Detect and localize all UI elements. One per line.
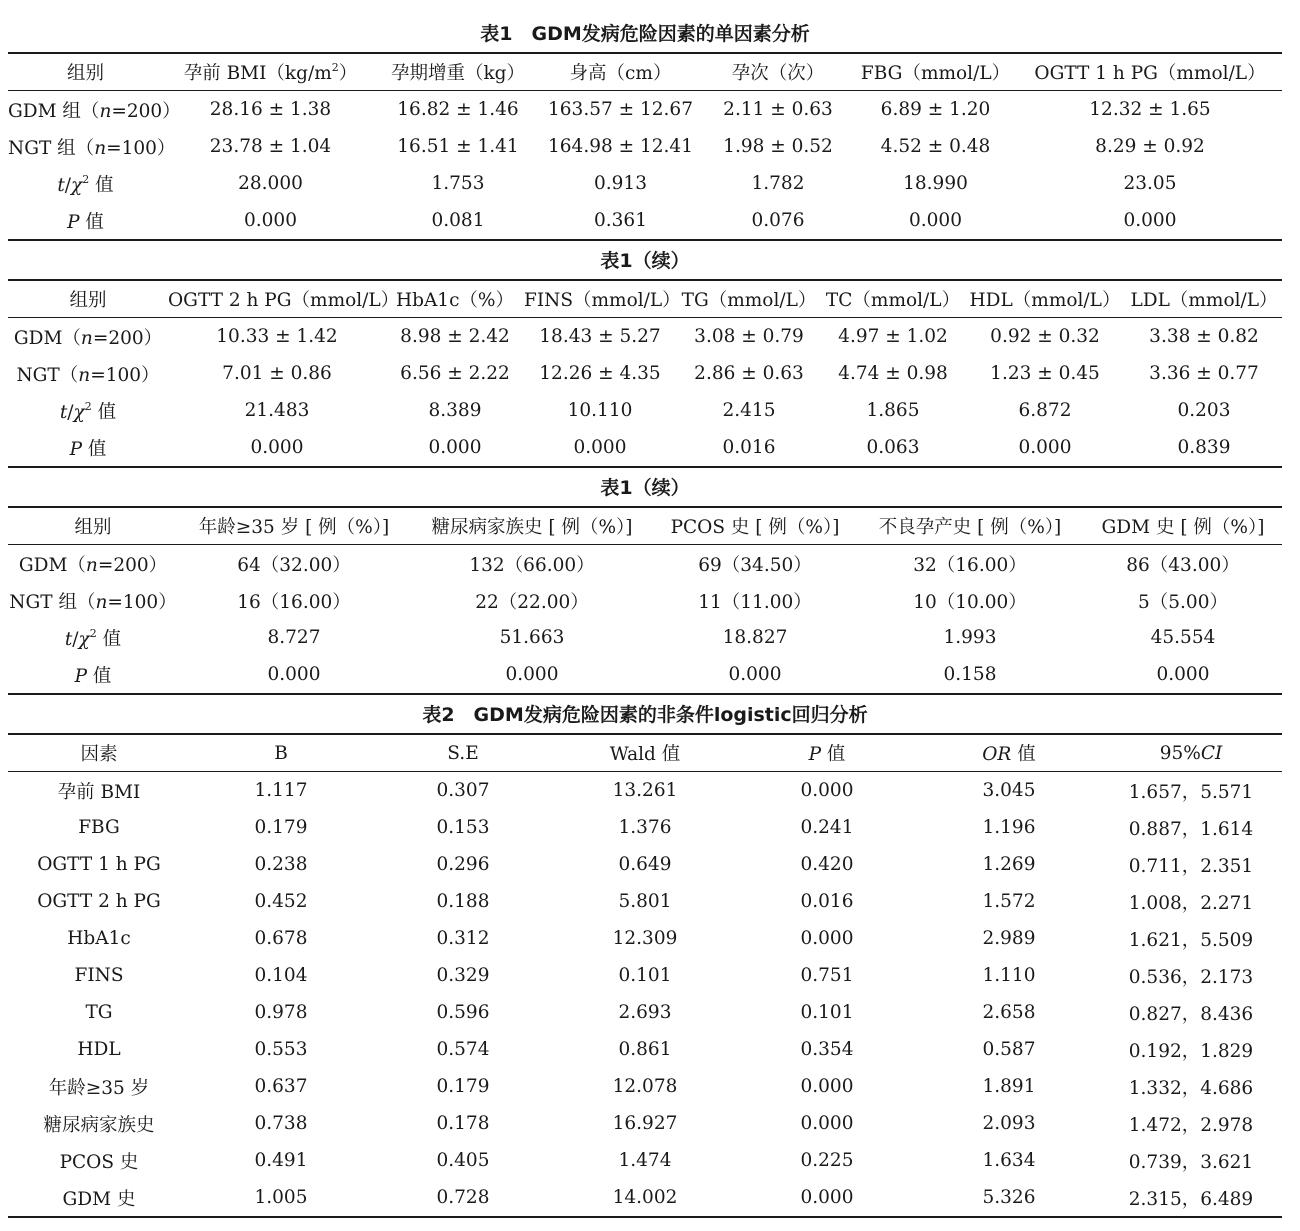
table-cell: 0.179 bbox=[436, 1076, 490, 1097]
table2-header: OR 值 bbox=[982, 744, 1036, 765]
table-cell: 0.000 bbox=[800, 1187, 854, 1208]
table-cell: 0.574 bbox=[436, 1039, 490, 1060]
table-cell: 1.657，5.571 bbox=[1128, 781, 1254, 803]
table-cell: 6.56 ± 2.22 bbox=[400, 363, 510, 384]
table-cell: 0.000 bbox=[800, 1076, 854, 1097]
table-cell: 2.315，6.489 bbox=[1128, 1188, 1254, 1210]
table-cell: 2.693 bbox=[618, 1002, 672, 1023]
table-cell: 0.596 bbox=[436, 1002, 490, 1023]
table-cell: 0.000 bbox=[267, 664, 321, 685]
table-cell: 0.104 bbox=[254, 965, 308, 986]
row-label: P 值 bbox=[74, 665, 112, 687]
table-cell: 0.978 bbox=[254, 1002, 308, 1023]
table-cell: 0.063 bbox=[866, 437, 920, 458]
table-cell: 1.474 bbox=[618, 1150, 672, 1171]
table-cell: 0.081 bbox=[431, 210, 485, 231]
table-cell: 3.08 ± 0.79 bbox=[694, 326, 804, 347]
table-cell: 0.861 bbox=[618, 1039, 672, 1060]
table-cell: 0.000 bbox=[250, 437, 304, 458]
table-cell: 0.000 bbox=[428, 437, 482, 458]
table-row bbox=[8, 920, 1282, 957]
table-cell: 3.045 bbox=[982, 780, 1036, 801]
table-cell: 12.309 bbox=[612, 928, 678, 949]
table-cell: 0.738 bbox=[254, 1113, 308, 1134]
row-label: FBG bbox=[78, 817, 120, 838]
row-label: GDM 组（n=200） bbox=[8, 100, 181, 122]
table-row bbox=[8, 772, 1282, 810]
table-row bbox=[8, 392, 1282, 429]
table-cell: 5.326 bbox=[982, 1187, 1036, 1208]
row-label: 年龄≥35 岁 bbox=[48, 1077, 150, 1099]
table-cell: 86（43.00） bbox=[1126, 554, 1240, 576]
table1-cont2-header: PCOS 史 [ 例（%）] bbox=[670, 517, 840, 538]
table-cell: 0.296 bbox=[436, 854, 490, 875]
table-row bbox=[8, 429, 1282, 467]
table1-cont2-header: 糖尿病家族史 [ 例（%）] bbox=[431, 517, 633, 538]
table2-header: Wald 值 bbox=[609, 744, 681, 765]
row-label: P 值 bbox=[69, 438, 107, 460]
table-cell: 0.307 bbox=[436, 780, 490, 801]
table-cell: 0.101 bbox=[618, 965, 672, 986]
table-cell: 21.483 bbox=[244, 400, 310, 421]
table-row bbox=[8, 318, 1282, 356]
table2-header-row bbox=[8, 734, 1282, 772]
table-row bbox=[8, 582, 1282, 619]
table-cell: 1.472，2.978 bbox=[1128, 1114, 1254, 1136]
table2-header: 因素 bbox=[80, 744, 118, 765]
table-cell: 1.572 bbox=[982, 891, 1036, 912]
table1-cont2-header: 组别 bbox=[74, 517, 112, 538]
table-row bbox=[8, 202, 1282, 240]
table-cell: 0.153 bbox=[436, 817, 490, 838]
row-label: FINS bbox=[74, 965, 124, 986]
table-cell: 0.016 bbox=[800, 891, 854, 912]
table-cell: 4.97 ± 1.02 bbox=[838, 326, 948, 347]
table-cell: 0.405 bbox=[436, 1150, 490, 1171]
row-label: OGTT 1 h PG bbox=[37, 854, 161, 875]
table-row bbox=[8, 355, 1282, 392]
table-cell: 16.82 ± 1.46 bbox=[397, 99, 519, 120]
table-cell: 11（11.00） bbox=[698, 591, 812, 613]
table-cell: 132（66.00） bbox=[469, 554, 595, 576]
table-row bbox=[8, 809, 1282, 846]
table-row bbox=[8, 619, 1282, 656]
table-cell: 18.827 bbox=[722, 627, 788, 648]
table-cell: 12.32 ± 1.65 bbox=[1089, 99, 1211, 120]
table-cell: 1.269 bbox=[982, 854, 1036, 875]
table-row bbox=[8, 165, 1282, 202]
table-cell: 28.000 bbox=[238, 173, 303, 194]
table-cell: 0.000 bbox=[800, 780, 854, 801]
table-cell: 10.110 bbox=[567, 400, 633, 421]
table1-cont2-caption: 表1（续） bbox=[600, 477, 690, 499]
table-cell: 0.000 bbox=[1123, 210, 1177, 231]
table-cell: 18.990 bbox=[903, 173, 968, 194]
table-cell: 2.11 ± 0.63 bbox=[723, 99, 833, 120]
row-label: GDM（n=200） bbox=[18, 554, 168, 576]
table-cell: 2.86 ± 0.63 bbox=[694, 363, 804, 384]
table-cell: 0.92 ± 0.32 bbox=[990, 326, 1100, 347]
table-cell: 23.78 ± 1.04 bbox=[209, 136, 332, 157]
table2-header: B bbox=[274, 742, 288, 764]
table-cell: 0.751 bbox=[800, 965, 854, 986]
table-cell: 5.801 bbox=[618, 891, 672, 912]
row-label: GDM（n=200） bbox=[13, 327, 163, 349]
table-cell: 2.415 bbox=[722, 400, 776, 421]
table-cell: 64（32.00） bbox=[237, 554, 351, 576]
table-cell: 0.188 bbox=[436, 891, 490, 912]
table-cell: 0.076 bbox=[751, 210, 805, 231]
table-cell: 0.553 bbox=[254, 1039, 308, 1060]
table-cell: 4.74 ± 0.98 bbox=[838, 363, 948, 384]
table1-cont1-header: HDL（mmol/L） bbox=[969, 290, 1121, 311]
table-cell: 12.26 ± 4.35 bbox=[539, 363, 661, 384]
table1-header: OGTT 1 h PG（mmol/L） bbox=[1034, 63, 1266, 84]
table-cell: 8.389 bbox=[428, 400, 482, 421]
table-row bbox=[8, 91, 1282, 129]
table1-cont2-header: 不良孕产史 [ 例（%）] bbox=[878, 517, 1062, 538]
row-label: OGTT 2 h PG bbox=[37, 891, 161, 912]
table-cell: 1.117 bbox=[254, 780, 308, 801]
table1-cont2 bbox=[8, 506, 1282, 695]
table1-cont1-header: OGTT 2 h PG（mmol/L） bbox=[168, 290, 400, 311]
table1-cont1-header-row bbox=[8, 280, 1282, 318]
table-cell: 1.376 bbox=[618, 817, 672, 838]
table-cell: 3.36 ± 0.77 bbox=[1149, 363, 1259, 384]
table-row bbox=[8, 883, 1282, 920]
table-cell: 23.05 bbox=[1123, 173, 1177, 194]
table1-header: FBG（mmol/L） bbox=[860, 63, 1011, 84]
table-cell: 51.663 bbox=[499, 627, 565, 648]
table-cell: 10.33 ± 1.42 bbox=[216, 326, 338, 347]
table-cell: 6.89 ± 1.20 bbox=[880, 99, 991, 120]
table1-cont1-header: LDL（mmol/L） bbox=[1130, 290, 1278, 311]
table-cell: 1.782 bbox=[751, 173, 805, 194]
table-cell: 0.000 bbox=[505, 664, 559, 685]
table-cell: 8.29 ± 0.92 bbox=[1095, 136, 1205, 157]
table-cell: 0.158 bbox=[943, 664, 997, 685]
table-cell: 8.98 ± 2.42 bbox=[400, 326, 510, 347]
table-row bbox=[8, 957, 1282, 994]
row-label: GDM 史 bbox=[62, 1188, 136, 1210]
row-label: 孕前 BMI bbox=[57, 781, 141, 803]
row-label: $t/\chi^2$ 值 bbox=[57, 172, 114, 196]
table-cell: 0.203 bbox=[1177, 400, 1231, 421]
table-row bbox=[8, 1105, 1282, 1142]
table-cell: 0.649 bbox=[618, 854, 672, 875]
table-cell: 0.000 bbox=[728, 664, 782, 685]
table-row bbox=[8, 846, 1282, 883]
table1-cont1 bbox=[8, 279, 1282, 468]
row-label: NGT（n=100） bbox=[16, 364, 160, 386]
table-row bbox=[8, 545, 1282, 583]
table-cell: 0.839 bbox=[1177, 437, 1231, 458]
table-cell: 0.101 bbox=[800, 1002, 854, 1023]
table-cell: 1.993 bbox=[943, 627, 997, 648]
table2-header: 95%CI bbox=[1159, 742, 1223, 764]
table-cell: 0.000 bbox=[800, 928, 854, 949]
table-row bbox=[8, 1068, 1282, 1105]
table-cell: 12.078 bbox=[612, 1076, 678, 1097]
table-cell: 14.002 bbox=[612, 1187, 678, 1208]
table-cell: 0.000 bbox=[1156, 664, 1210, 685]
table1-cont2-header-row bbox=[8, 507, 1282, 545]
table-cell: 0.000 bbox=[573, 437, 627, 458]
table-cell: 16（16.00） bbox=[237, 591, 351, 613]
table-cell: 4.52 ± 0.48 bbox=[880, 136, 991, 157]
table2 bbox=[8, 733, 1282, 1218]
table-cell: 8.727 bbox=[267, 627, 321, 648]
table-cell: 13.261 bbox=[612, 780, 678, 801]
table2-caption: 表2 GDM发病危险因素的非条件logistic回归分析 bbox=[422, 704, 868, 726]
table2-header: P 值 bbox=[808, 744, 846, 765]
table-cell: 0.728 bbox=[436, 1187, 490, 1208]
table-cell: 0.452 bbox=[254, 891, 308, 912]
table-cell: 0.827，8.436 bbox=[1128, 1003, 1254, 1025]
table-cell: 0.354 bbox=[800, 1039, 854, 1060]
table-cell: 1.005 bbox=[254, 1187, 308, 1208]
table-cell: 5（5.00） bbox=[1138, 591, 1228, 613]
table2-body bbox=[8, 772, 1282, 1218]
table1-header: 孕前 $BMI(kg/m^2)$ bbox=[183, 61, 358, 84]
table-cell: 2.093 bbox=[982, 1113, 1036, 1134]
table-cell: 0.238 bbox=[254, 854, 308, 875]
table-cell: 28.16 ± 1.38 bbox=[209, 99, 332, 120]
table-cell: 6.872 bbox=[1018, 400, 1072, 421]
row-label: $t/\chi^2$ 值 bbox=[59, 399, 117, 423]
table1-cont2-header: GDM 史 [ 例（%）] bbox=[1101, 517, 1265, 538]
table-cell: 16.927 bbox=[612, 1113, 678, 1134]
table-row bbox=[8, 1179, 1282, 1217]
row-label: NGT 组（n=100） bbox=[9, 591, 177, 613]
table-cell: 163.57 ± 12.67 bbox=[548, 99, 693, 120]
table-cell: 0.241 bbox=[800, 817, 854, 838]
table1-cont1-header: HbA1c（%） bbox=[395, 290, 515, 311]
document-page bbox=[8, 14, 1282, 1218]
table-cell: 0.587 bbox=[982, 1039, 1036, 1060]
table-row bbox=[8, 128, 1282, 165]
table-cell: 32（16.00） bbox=[913, 554, 1027, 576]
table1-header: 孕次（次） bbox=[731, 63, 825, 84]
row-label: PCOS 史 bbox=[59, 1151, 139, 1173]
table-cell: 0.637 bbox=[254, 1076, 308, 1097]
row-label: $t/\chi^2$ 值 bbox=[64, 626, 122, 650]
row-label: HbA1c bbox=[67, 928, 131, 949]
table-cell: 1.891 bbox=[982, 1076, 1036, 1097]
table1-cont1-caption: 表1（续） bbox=[600, 250, 690, 272]
table-cell: 1.98 ± 0.52 bbox=[723, 136, 833, 157]
table-cell: 69（34.50） bbox=[698, 554, 812, 576]
table-row bbox=[8, 1142, 1282, 1179]
table-cell: 0.192，1.829 bbox=[1128, 1040, 1254, 1062]
row-label: P 值 bbox=[67, 211, 104, 233]
table-cell: 0.178 bbox=[436, 1113, 490, 1134]
table1-cont1-header: TC（mmol/L） bbox=[825, 290, 961, 311]
table-cell: 1.865 bbox=[866, 400, 920, 421]
table1-cont2-header: 年龄≥35 岁 [ 例（%）] bbox=[198, 517, 390, 538]
table1-header: 孕期增重（kg） bbox=[390, 63, 526, 84]
table-cell: 0.312 bbox=[436, 928, 490, 949]
table1-header-row bbox=[8, 53, 1282, 91]
table-cell: 0.016 bbox=[722, 437, 776, 458]
table1-cont1-header: 组别 bbox=[69, 290, 107, 311]
table-cell: 0.000 bbox=[1018, 437, 1072, 458]
table-cell: 0.329 bbox=[436, 965, 490, 986]
table1-header: 组别 bbox=[66, 63, 104, 84]
table-cell: 0.913 bbox=[594, 173, 647, 194]
table-cell: 1.196 bbox=[982, 817, 1036, 838]
table-row bbox=[8, 1031, 1282, 1068]
table-cell: 1.753 bbox=[431, 173, 485, 194]
row-label: 糖尿病家族史 bbox=[43, 1114, 155, 1136]
table-cell: 1.23 ± 0.45 bbox=[990, 363, 1100, 384]
row-label: TG bbox=[85, 1002, 113, 1023]
table-cell: 7.01 ± 0.86 bbox=[222, 363, 332, 384]
table2-header: S.E bbox=[447, 742, 479, 764]
table-cell: 1.008，2.271 bbox=[1128, 892, 1254, 914]
table-cell: 1.110 bbox=[982, 965, 1036, 986]
table-cell: 1.332，4.686 bbox=[1128, 1077, 1254, 1099]
table-cell: 1.621，5.509 bbox=[1128, 929, 1254, 951]
table-row bbox=[8, 656, 1282, 694]
table-cell: 0.536，2.173 bbox=[1128, 966, 1254, 988]
table1-caption: 表1 GDM发病危险因素的单因素分析 bbox=[480, 23, 810, 45]
table-cell: 0.711，2.351 bbox=[1128, 855, 1254, 877]
table1-header: 身高（cm） bbox=[569, 63, 672, 84]
table-cell: 22（22.00） bbox=[475, 591, 589, 613]
table-cell: 0.000 bbox=[909, 210, 962, 231]
table1 bbox=[8, 52, 1282, 241]
table-cell: 0.491 bbox=[254, 1150, 308, 1171]
table-cell: 0.420 bbox=[800, 854, 854, 875]
table-cell: 0.361 bbox=[594, 210, 647, 231]
table-cell: 0.179 bbox=[254, 817, 308, 838]
table-cell: 3.38 ± 0.82 bbox=[1149, 326, 1259, 347]
table1-cont1-header: FINS（mmol/L） bbox=[524, 290, 681, 311]
table-cell: 0.887，1.614 bbox=[1128, 818, 1254, 840]
table-cell: 2.658 bbox=[982, 1002, 1036, 1023]
table1-cont1-header: TG（mmol/L） bbox=[681, 290, 817, 311]
table-cell: 10（10.00） bbox=[913, 591, 1027, 613]
table-cell: 45.554 bbox=[1150, 627, 1216, 648]
table-cell: 16.51 ± 1.41 bbox=[397, 136, 519, 157]
row-label: NGT 组（n=100） bbox=[8, 137, 176, 159]
table-row bbox=[8, 994, 1282, 1031]
table-cell: 1.634 bbox=[982, 1150, 1036, 1171]
table-cell: 0.000 bbox=[800, 1113, 854, 1134]
table-cell: 2.989 bbox=[982, 928, 1036, 949]
table-cell: 0.225 bbox=[800, 1150, 854, 1171]
table-cell: 0.000 bbox=[244, 210, 297, 231]
table-cell: 164.98 ± 12.41 bbox=[548, 136, 693, 157]
table-cell: 0.678 bbox=[254, 928, 308, 949]
table-cell: 18.43 ± 5.27 bbox=[539, 326, 661, 347]
row-label: HDL bbox=[77, 1039, 121, 1060]
table-cell: 0.739，3.621 bbox=[1128, 1151, 1254, 1173]
